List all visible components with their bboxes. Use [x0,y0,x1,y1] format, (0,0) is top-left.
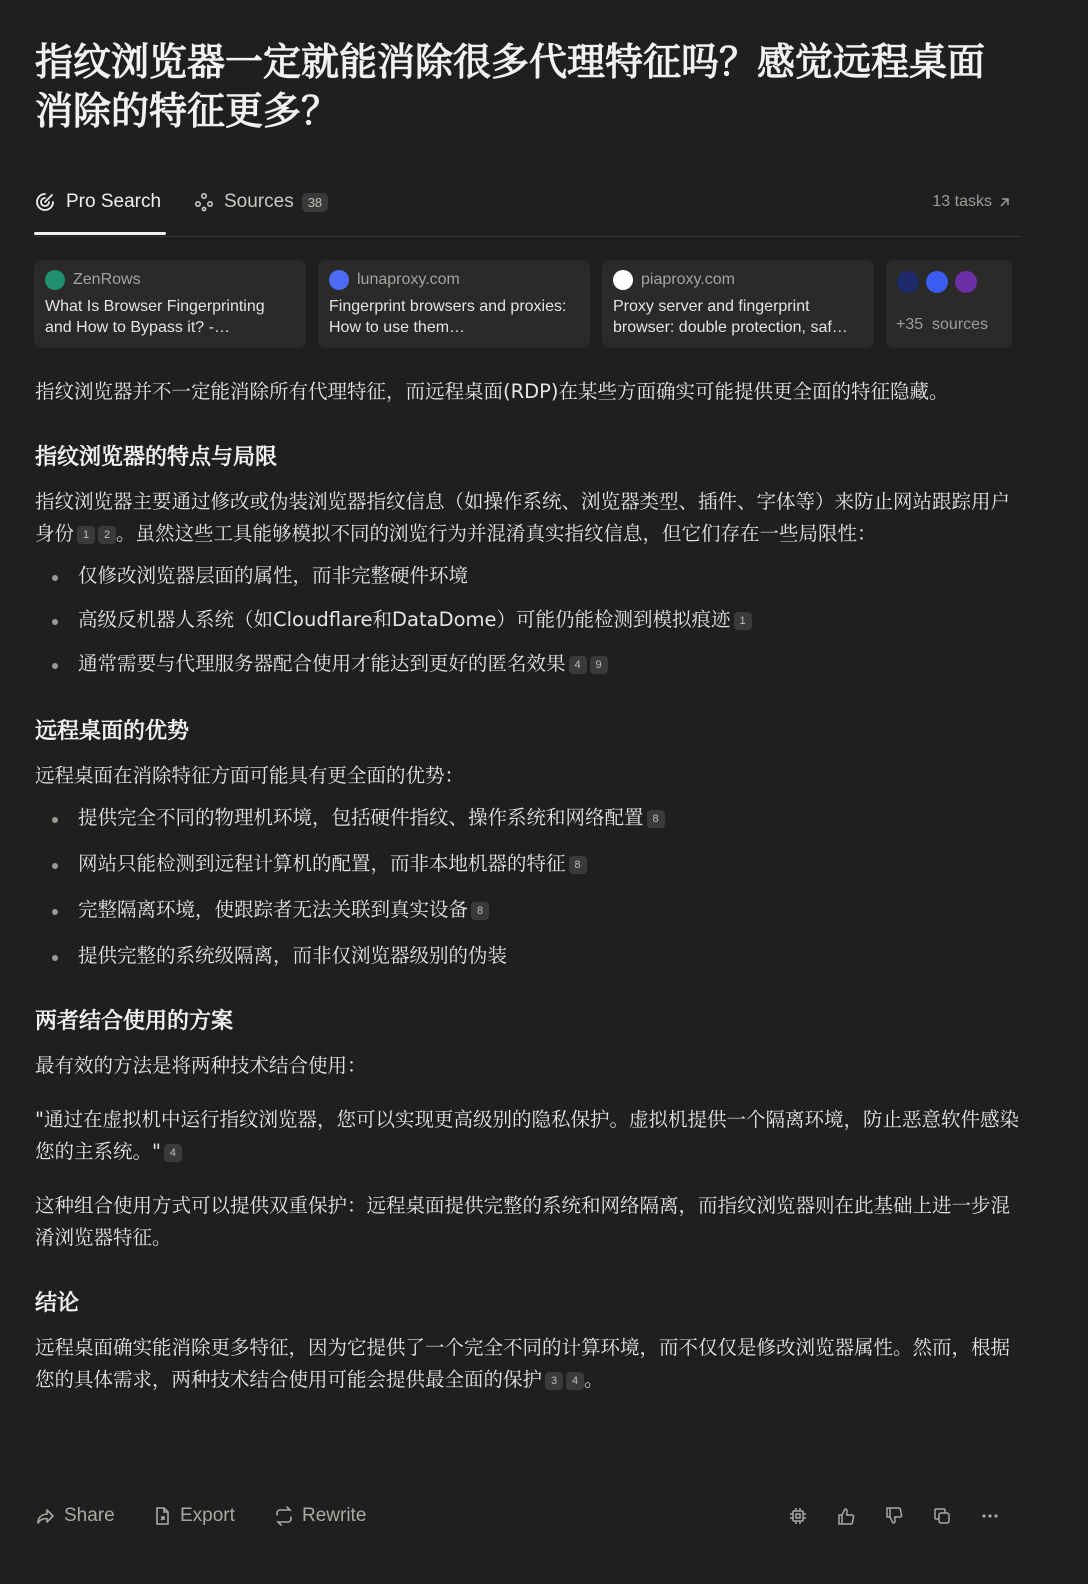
list-item-text: 网站只能检测到远程计算机的配置，而非本地机器的特征 [78,852,566,875]
paragraph [35,486,1020,550]
list-item-text: 通常需要与代理服务器配合使用才能达到更好的匿名效果 [78,652,566,675]
section-heading: 远程桌面的优势 [35,719,190,744]
citation[interactable]: 4 [566,1372,584,1390]
citation[interactable]: 2 [98,526,116,544]
list-item-text: 高级反机器人系统（如Cloudflare和DataDome）可能仍能检测到模拟痕迹 [78,608,731,631]
paragraph: 远程桌面在消除特征方面可能具有更全面的优势： [35,764,465,787]
tasks-link[interactable] [932,180,1011,224]
citation[interactable]: 4 [164,1144,182,1162]
pro-search-icon [34,191,56,213]
piaproxy-favicon-icon [613,270,633,290]
tab-bar [34,180,1021,237]
tab-sources[interactable] [194,180,328,224]
source-site-name: lunaproxy.com [357,271,460,288]
page-title: 指纹浏览器一定就能消除很多代理特征吗？感觉远程桌面消除的特征更多？ [35,40,986,133]
more-sources-card[interactable] [886,260,1012,348]
section-heading: 两者结合使用的方案 [35,1009,234,1034]
bullet-list [35,802,1020,972]
section-heading: 结论 [35,1291,80,1316]
sources-icon [194,192,214,212]
source-card[interactable] [34,260,306,348]
paragraph: 这种组合使用方式可以提供双重保护：远程桌面提供完整的系统和网络隔离，而指纹浏览器则在此基础上进一步混淆浏览器特征。 [35,1194,1011,1249]
paragraph: 最有效的方法是将两种技术结合使用： [35,1054,367,1077]
list-item-text: 提供完全不同的物理机环境，包括硬件指纹、操作系统和网络配置 [78,806,644,829]
more-sources-text: sources [932,316,989,333]
arrow-up-right-icon [998,196,1011,209]
chip-icon [788,1506,808,1526]
section-heading: 指纹浏览器的特点与局限 [35,445,278,470]
quote-paragraph [35,1104,1020,1168]
export-label: Export [180,1505,235,1526]
source-favicon-icon [954,270,978,294]
rewrite-label: Rewrite [302,1505,367,1526]
tab-pro-search-label: Pro Search [66,191,162,212]
source-favicon-icon [896,270,920,294]
export-button[interactable] [152,1498,235,1534]
source-site-name: piaproxy.com [641,271,735,288]
share-icon [36,1506,56,1526]
citation[interactable]: 8 [471,902,489,920]
source-favicon-icon [925,270,949,294]
source-title: Fingerprint browsers and proxies: How to use them… [329,298,567,336]
more-options-button[interactable] [976,1502,1004,1530]
source-card[interactable] [602,260,874,348]
bullet-list [35,560,1020,680]
tab-pro-search[interactable] [34,180,161,224]
more-sources-label [896,316,988,334]
paragraph [35,1332,1020,1396]
thumbs-up-button[interactable] [832,1502,860,1530]
share-label: Share [64,1505,115,1526]
source-title: What Is Browser Fingerprinting and How to Bypass it? -… [45,298,265,336]
list-item-text: 提供完整的系统级隔离，而非仅浏览器级别的伪装 [78,944,508,967]
citation[interactable]: 9 [590,656,608,674]
source-site [613,270,735,290]
answer-body [35,376,1020,1396]
quote-text: "通过在虚拟机中运行指纹浏览器，您可以实现更高级别的隐私保护。虚拟机提供一个隔离环境，防止恶意软件感染您的主系统。" [35,1108,1019,1163]
tab-sources-label: Sources [224,191,294,212]
citation[interactable]: 8 [647,810,665,828]
list-item [35,648,1020,680]
paragraph-text: 指纹浏览器主要通过修改或伪装浏览器指纹信息（如操作系统、浏览器类型、插件、字体等）来防止网站跟踪用户身份 [35,490,1011,545]
rewrite-button[interactable] [274,1498,366,1534]
copy-icon [932,1506,952,1526]
more-sources-favicons [896,270,983,294]
source-site [45,270,141,290]
source-site [329,270,460,290]
citation[interactable]: 4 [569,656,587,674]
list-item [35,560,1020,592]
intro-paragraph: 指纹浏览器并不一定能消除所有代理特征，而远程桌面(RDP)在某些方面确实可能提供更全面的特征隐藏。 [35,380,949,403]
paragraph-text: 。虽然这些工具能够模拟不同的浏览行为并混淆真实指纹信息，但它们存在一些局限性： [116,522,877,545]
more-horizontal-icon [980,1506,1000,1526]
citation[interactable]: 3 [545,1372,563,1390]
source-title: Proxy server and fingerprint browser: double protection, saf… [613,298,848,336]
rewrite-icon [274,1506,294,1526]
list-item [35,604,1020,636]
paragraph-text: 。 [584,1368,604,1391]
list-item-text: 仅修改浏览器层面的属性，而非完整硬件环境 [78,564,469,587]
share-button[interactable] [36,1498,115,1534]
lunaproxy-favicon-icon [329,270,349,290]
copy-button[interactable] [928,1502,956,1530]
thumbs-up-icon [836,1506,856,1526]
chip-button[interactable] [784,1502,812,1530]
citation[interactable]: 1 [734,612,752,630]
list-item [35,894,1020,926]
zenrows-favicon-icon [45,270,65,290]
list-item [35,848,1020,880]
action-bar [36,1498,1021,1534]
export-icon [152,1506,172,1526]
more-sources-count: +35 [896,316,924,333]
thumbs-down-button[interactable] [880,1502,908,1530]
citation[interactable]: 8 [569,856,587,874]
source-card[interactable] [318,260,590,348]
list-item-text: 完整隔离环境，使跟踪者无法关联到真实设备 [78,898,469,921]
source-site-name: ZenRows [73,271,141,288]
thumbs-down-icon [884,1506,904,1526]
citation[interactable]: 1 [77,526,95,544]
tasks-label: 13 tasks [932,193,992,210]
active-tab-indicator [34,232,166,235]
paragraph-text: 远程桌面确实能消除更多特征，因为它提供了一个完全不同的计算环境，而不仅仅是修改浏览器属性。然而，根据您的具体需求，两种技术结合使用可能会提供最全面的保护 [35,1336,1011,1391]
sources-count-badge: 38 [302,193,328,212]
list-item [35,940,1020,972]
list-item [35,802,1020,834]
